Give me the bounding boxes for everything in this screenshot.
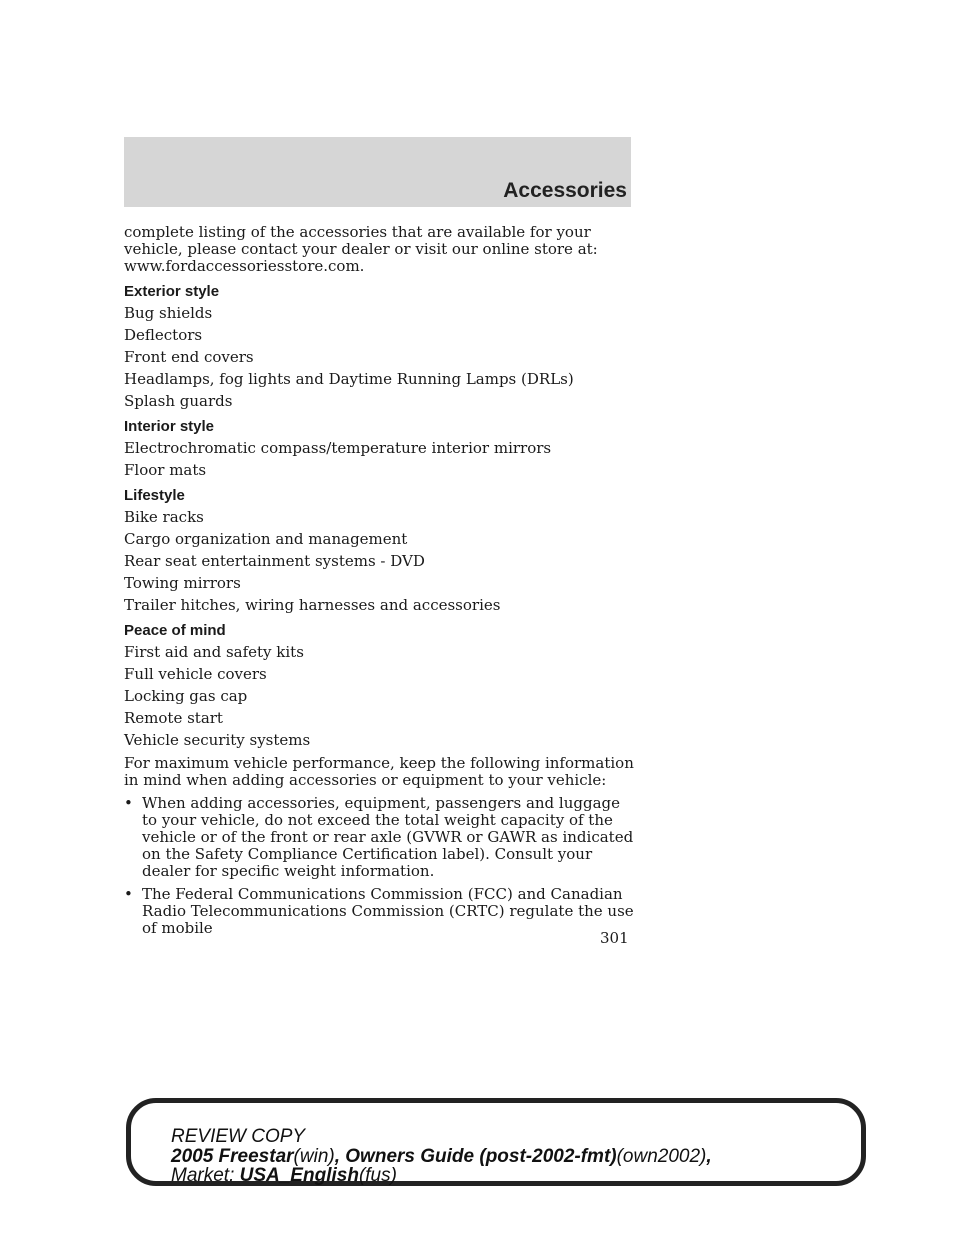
review-label: REVIEW COPY — [171, 1126, 306, 1147]
market-value: USA_English — [239, 1165, 359, 1186]
list-item: Remote start — [124, 709, 223, 727]
list-item: Floor mats — [124, 461, 207, 479]
list-item: Full vehicle covers — [124, 665, 267, 683]
model-code: (win) — [293, 1146, 335, 1167]
list-item: Cargo organization and management — [124, 530, 408, 548]
bullet-icon: • — [124, 885, 133, 903]
bullet-item — [124, 886, 639, 937]
section-heading: Lifestyle — [124, 487, 185, 504]
market-label: Market: — [171, 1165, 240, 1186]
page-number: 301 — [600, 929, 629, 947]
separator: , — [334, 1146, 346, 1167]
guide-name: Owners Guide (post-2002-fmt) — [345, 1146, 617, 1167]
section-lifestyle — [124, 487, 639, 614]
section-interior-style — [124, 418, 639, 479]
section-header-band — [124, 137, 631, 207]
list-item: Rear seat entertainment systems - DVD — [124, 552, 425, 570]
section-heading: Interior style — [124, 418, 215, 435]
list-item: Electrochromatic compass/temperature interior mirrors — [124, 439, 552, 457]
section-heading: Exterior style — [124, 283, 220, 300]
intro-paragraph: complete listing of the accessories that are available for your vehicle, please contact your dealer or visit our online store at: www.fordaccessoriesstore.com. — [124, 223, 598, 275]
list-item: Bug shields — [124, 304, 213, 322]
section-peace-of-mind — [124, 622, 639, 749]
list-item: Towing mirrors — [124, 574, 241, 592]
bullet-item — [124, 795, 639, 880]
review-copy-footer — [126, 1098, 866, 1186]
list-item: Trailer hitches, wiring harnesses and accessories — [124, 596, 501, 614]
market-line — [171, 1166, 397, 1186]
bullet-text: When adding accessories, equipment, passengers and luggage to your vehicle, do not exceed the total weight capacity of the vehicle or of the front or rear axle (GVWR or GAWR as indicated on the Safety Compliance Certification label). Consult your dealer for specific weight information. — [142, 794, 634, 880]
bullet-text: The Federal Communications Commission (FCC) and Canadian Radio Telecommunications Commission (CRTC) regulate the use of mobile — [142, 885, 634, 937]
document-id-line — [171, 1147, 712, 1167]
list-item: Headlamps, fog lights and Daytime Running Lamps (DRLs) — [124, 370, 574, 388]
bullet-icon: • — [124, 794, 133, 812]
list-item: Locking gas cap — [124, 687, 248, 705]
model-name: 2005 Freestar — [171, 1146, 294, 1167]
page-content — [124, 224, 639, 937]
separator: , — [706, 1146, 712, 1167]
list-item: Splash guards — [124, 392, 233, 410]
market-code: (fus) — [358, 1165, 397, 1186]
list-item: Vehicle security systems — [124, 731, 311, 749]
section-title: Accessories — [503, 179, 627, 202]
list-item: First aid and safety kits — [124, 643, 304, 661]
performance-paragraph: For maximum vehicle performance, keep the following information in mind when adding accessories or equipment to your vehicle: — [124, 754, 634, 789]
section-exterior-style — [124, 283, 639, 410]
guide-code: (own2002) — [616, 1146, 707, 1167]
list-item: Bike racks — [124, 508, 204, 526]
list-item: Deflectors — [124, 326, 203, 344]
section-heading: Peace of mind — [124, 622, 226, 639]
list-item: Front end covers — [124, 348, 254, 366]
